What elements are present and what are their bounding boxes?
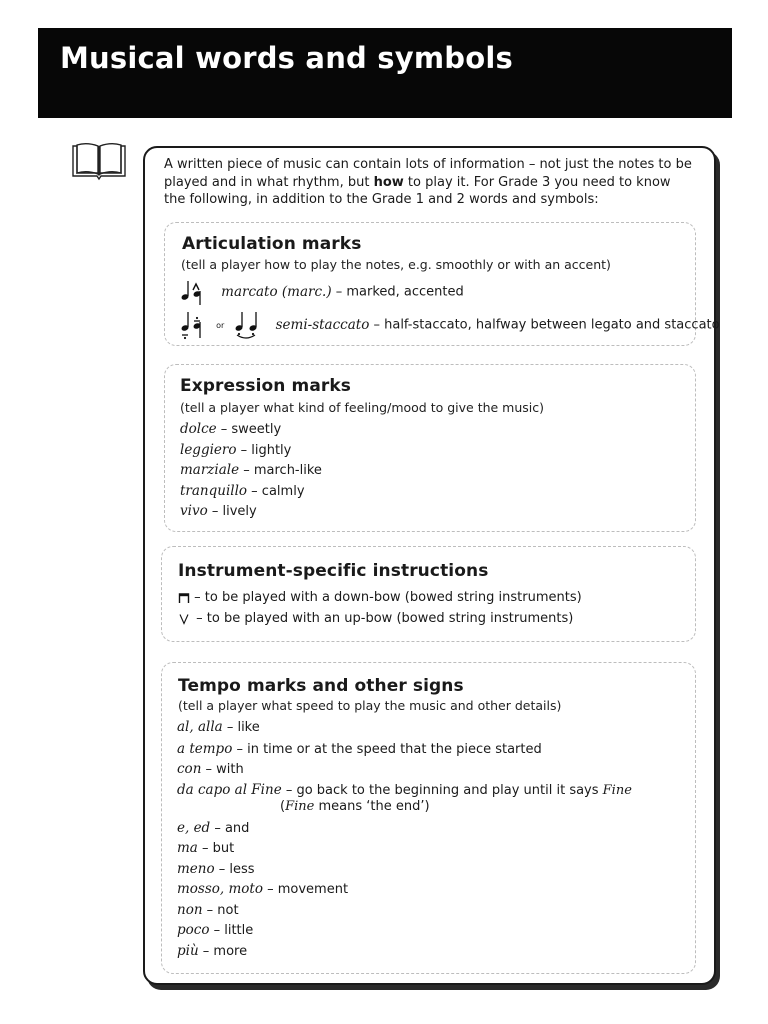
expression-term: dolce	[180, 421, 217, 437]
or-label: or	[216, 320, 225, 330]
tempo-title: Tempo marks and other signs	[178, 676, 464, 696]
tempo-item	[177, 840, 234, 856]
expression-term: vivo	[180, 503, 208, 519]
tempo-item	[177, 943, 247, 959]
tempo-definition: – not	[202, 903, 239, 918]
semi-staccato-notes-icon	[179, 310, 207, 340]
expression-definition: – march-like	[239, 463, 322, 478]
down-bow-icon	[178, 592, 190, 604]
intro-paragraph	[164, 156, 694, 209]
tempo-term: con	[177, 761, 202, 777]
intro-bold-how: how	[373, 174, 404, 190]
tempo-term: da capo al Fine	[177, 782, 282, 798]
expression-definition: – calmly	[247, 484, 305, 499]
articulation-section	[164, 222, 720, 346]
tempo-subtitle: (tell a player what speed to play the music and other details)	[178, 698, 562, 713]
expression-item	[180, 483, 305, 499]
tempo-definition: – little	[209, 923, 254, 938]
semi-staccato-row	[179, 310, 720, 340]
book-icon	[71, 141, 127, 181]
down-bow-definition: – to be played with a down-bow (bowed string instruments)	[190, 590, 582, 605]
fine-note-term: Fine	[285, 799, 315, 814]
down-bow-row	[178, 590, 582, 605]
expression-item	[180, 462, 322, 478]
tempo-term: più	[177, 943, 199, 959]
marcato-row	[179, 278, 464, 306]
expression-item	[180, 503, 257, 519]
tempo-definition: – but	[197, 841, 235, 856]
fine-note-rest: means ‘the end’)	[314, 799, 430, 814]
page-header	[38, 28, 732, 118]
up-bow-definition: – to be played with an up-bow (bowed string instruments)	[192, 611, 574, 626]
expression-item	[180, 442, 291, 458]
instrument-title: Instrument-specific instructions	[178, 561, 489, 581]
tempo-definition: – movement	[262, 882, 349, 897]
tempo-term: ma	[177, 840, 198, 856]
tempo-definition: – in time or at the speed that the piece started	[232, 742, 542, 757]
tempo-item	[177, 741, 542, 757]
tempo-fine-term: Fine	[602, 783, 632, 798]
tempo-item	[177, 820, 249, 836]
semi-staccato-definition: – half-staccato, halfway between legato and staccato	[369, 317, 720, 333]
tempo-item	[177, 881, 348, 897]
marcato-definition: – marked, accented	[331, 284, 464, 300]
tempo-definition: – with	[201, 762, 244, 777]
expression-item	[180, 421, 281, 437]
tempo-term: e, ed	[177, 820, 211, 836]
tempo-definition: – go back to the beginning and play until it says	[281, 783, 603, 798]
page-title: Musical words and symbols	[60, 41, 513, 75]
expression-title: Expression marks	[180, 376, 352, 396]
expression-term: tranquillo	[180, 483, 248, 499]
up-bow-icon	[178, 613, 190, 625]
tempo-term: al, alla	[177, 719, 223, 735]
expression-definition: – sweetly	[216, 422, 282, 437]
marcato-notes-icon	[179, 278, 209, 306]
fine-note-open: (	[280, 799, 286, 814]
tempo-item	[177, 761, 244, 777]
expression-definition: – lively	[207, 504, 257, 519]
tempo-item	[177, 902, 239, 918]
marcato-term: marcato (marc.)	[221, 283, 332, 300]
tempo-item	[177, 782, 632, 798]
tempo-definition: – more	[198, 944, 248, 959]
tempo-item	[177, 922, 253, 938]
semi-staccato-slur-icon	[233, 310, 261, 340]
tempo-definition: – less	[214, 862, 255, 877]
expression-section	[164, 364, 696, 532]
instrument-section	[161, 546, 696, 642]
tempo-term: poco	[177, 922, 210, 938]
articulation-title: Articulation marks	[182, 234, 362, 254]
tempo-definition: – like	[222, 720, 260, 735]
up-bow-row	[178, 611, 573, 626]
expression-subtitle: (tell a player what kind of feeling/mood to give the music)	[180, 400, 545, 415]
tempo-item	[177, 719, 260, 735]
tempo-term: non	[177, 902, 203, 918]
articulation-subtitle: (tell a player how to play the notes, e.g. smoothly or with an accent)	[181, 257, 611, 272]
expression-term: leggiero	[180, 442, 237, 458]
expression-definition: – lightly	[236, 443, 292, 458]
intro-text-1: A written piece of music can contain lots of information – not just the notes to be played and in what rhythm, but	[164, 157, 692, 190]
semi-staccato-term: semi-staccato	[275, 316, 370, 333]
tempo-term: mosso, moto	[177, 881, 263, 897]
tempo-term: a tempo	[177, 741, 233, 757]
tempo-definition: – and	[210, 821, 250, 836]
tempo-item	[177, 861, 255, 877]
tempo-section	[161, 662, 696, 974]
tempo-term: meno	[177, 861, 215, 877]
intro-text-2: to play it. For Grade 3 you need to know the following, in addition to the Grade 1 and 2 words and symbols:	[164, 174, 671, 207]
expression-term: marziale	[180, 462, 240, 478]
fine-note	[280, 799, 430, 814]
